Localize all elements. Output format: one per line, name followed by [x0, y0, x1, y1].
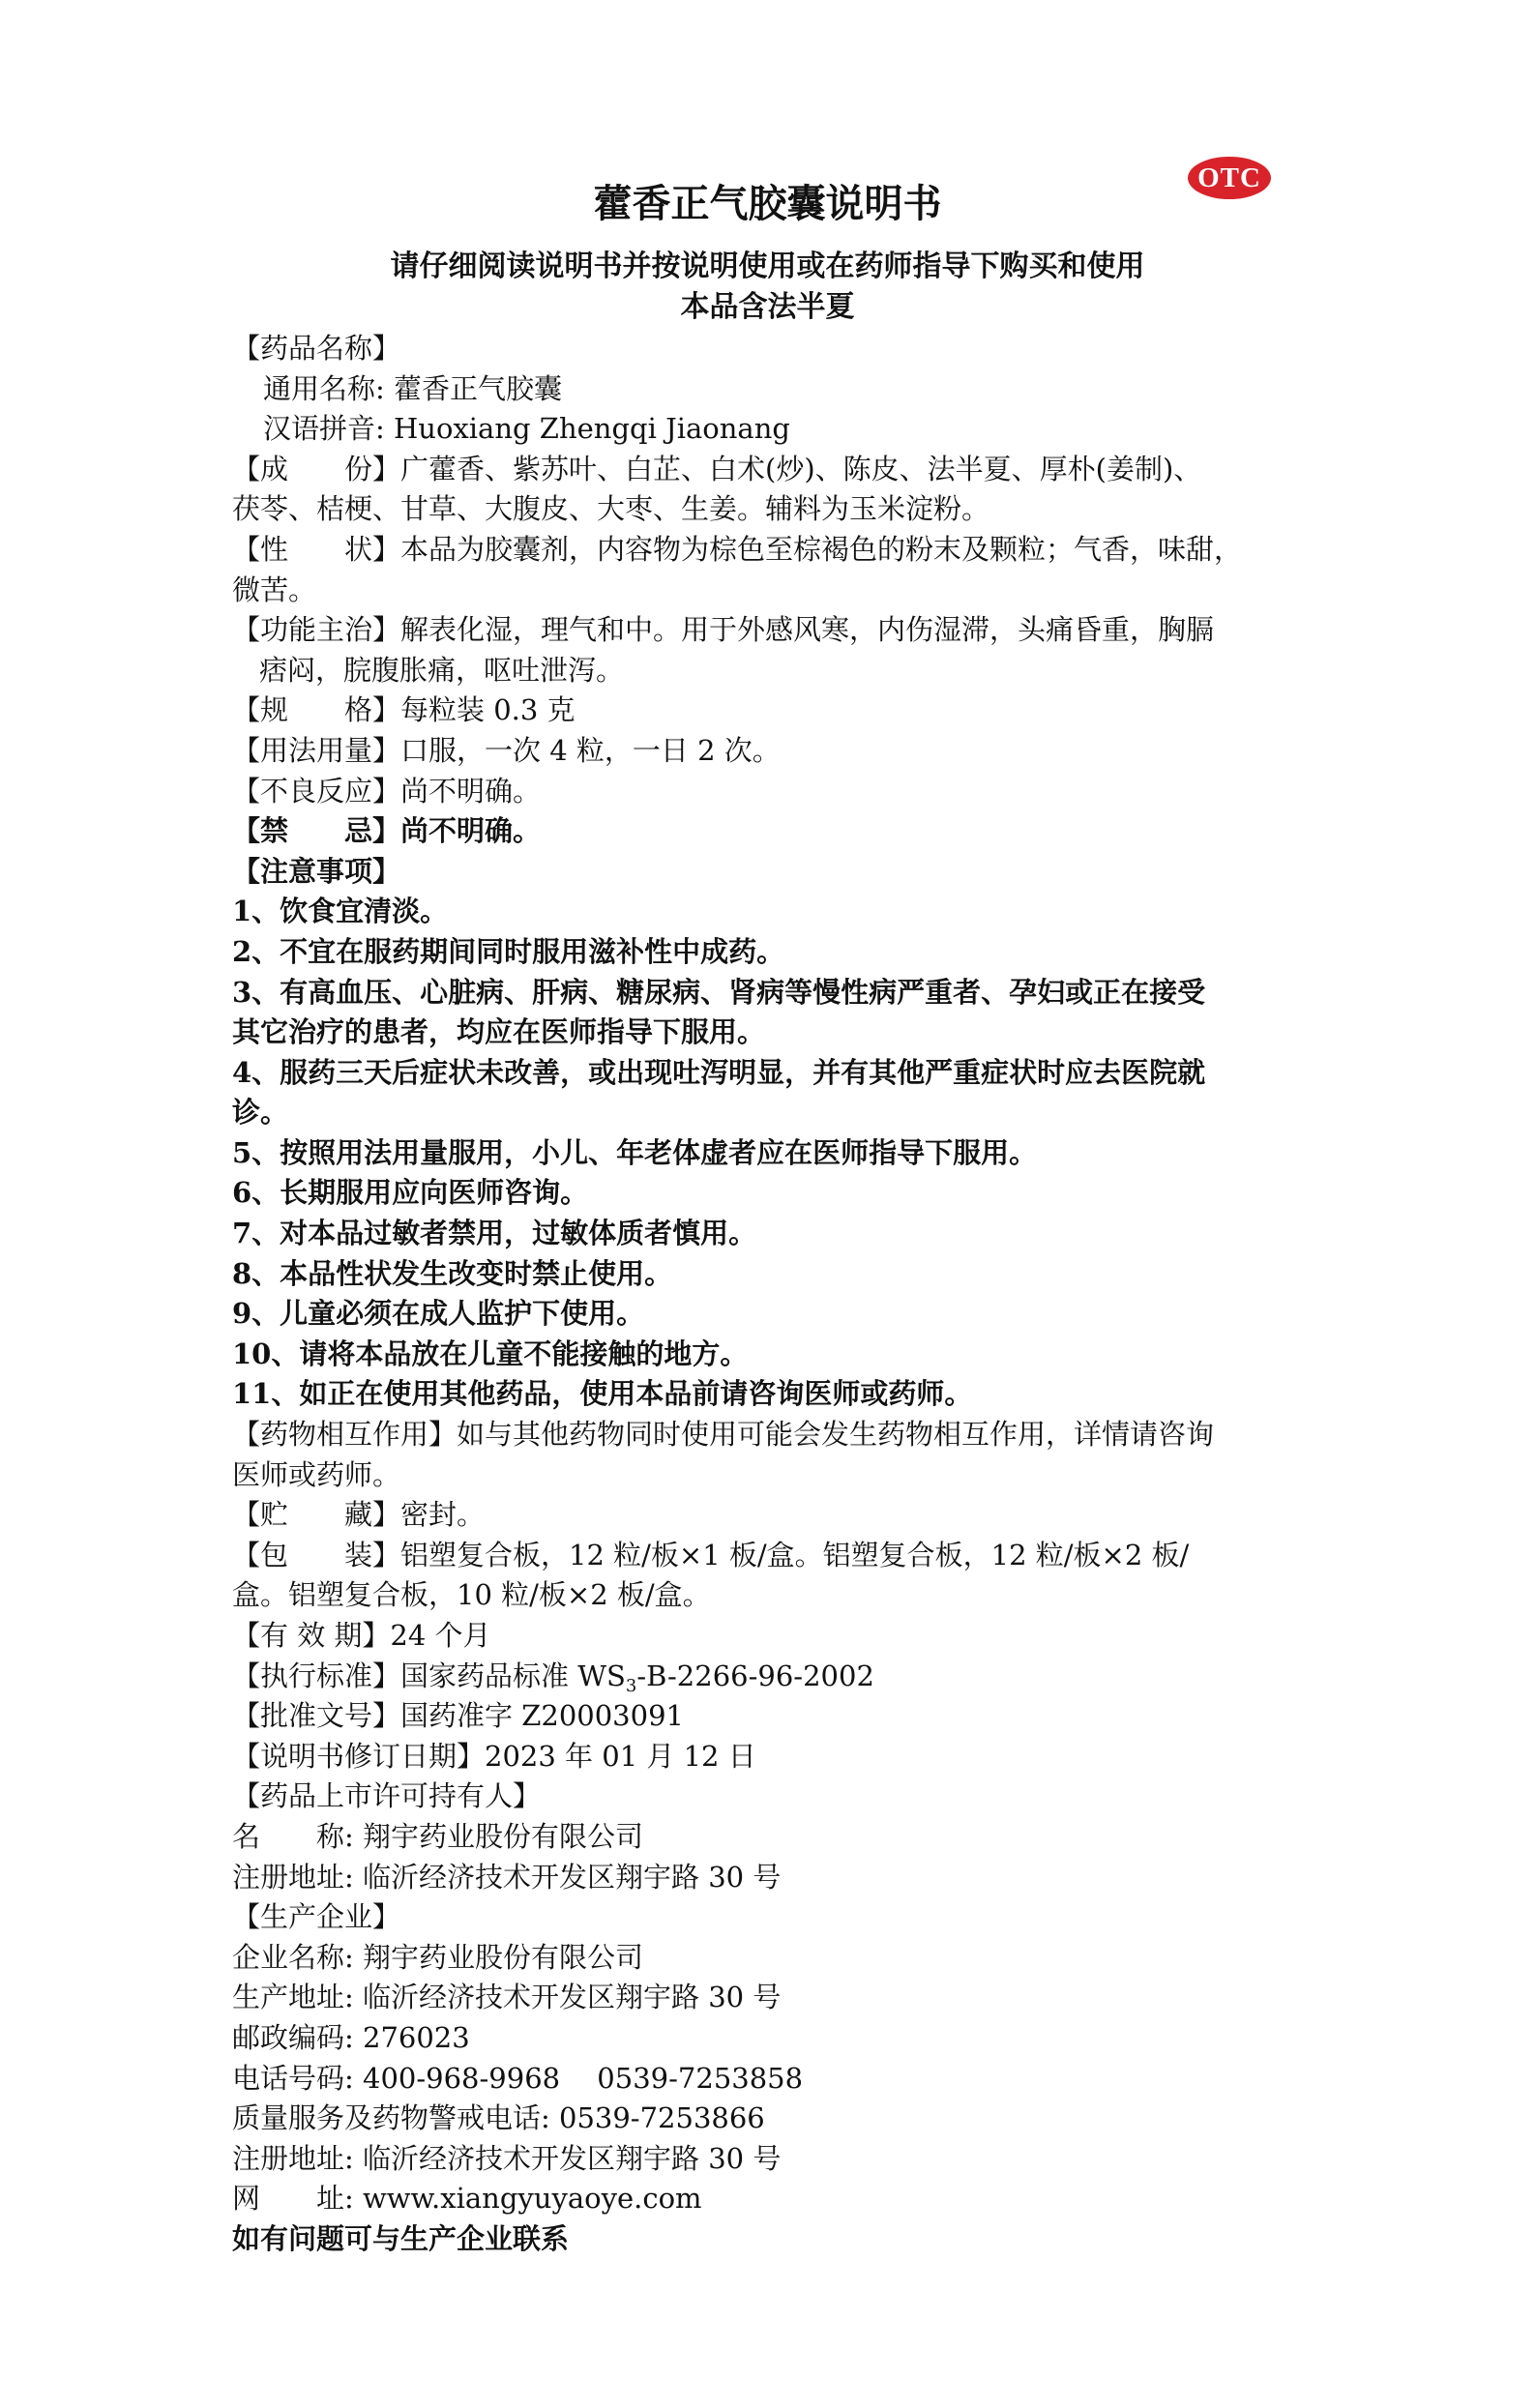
- manufacturer-address: 生产地址: 临沂经济技术开发区翔宇路 30 号: [232, 1981, 782, 2014]
- precautions-heading: 【注意事项】: [232, 854, 401, 888]
- precaution-item: 7、对本品过敏者禁用，过敏体质者慎用。: [232, 1217, 757, 1250]
- packaging-line-2: 盒。铝塑复合板，10 粒/板×2 板/盒。: [232, 1578, 711, 1612]
- validity-period: 【有 效 期】24 个月: [232, 1619, 491, 1652]
- dosage: 【用法用量】口服，一次 4 粒，一日 2 次。: [232, 733, 781, 767]
- precaution-item: 4、服药三天后症状未改善，或出现吐泻明显，并有其他严重症状时应去医院就: [232, 1055, 1206, 1089]
- specification: 【规 格】每粒装 0.3 克: [232, 693, 576, 727]
- reading-notice: 请仔细阅读说明书并按说明使用或在药师指导下购买和使用: [390, 250, 1145, 283]
- adverse-reactions: 【不良反应】尚不明确。: [232, 774, 542, 808]
- precaution-item: 3、有高血压、心脏病、肝病、糖尿病、肾病等慢性病严重者、孕妇或正在接受: [232, 975, 1206, 1009]
- interactions-line-2: 医师或药师。: [232, 1457, 401, 1491]
- storage: 【贮 藏】密封。: [232, 1498, 486, 1532]
- holder-heading: 【药品上市许可持有人】: [232, 1779, 542, 1813]
- contraindications: 【禁 忌】尚不明确。: [232, 814, 542, 848]
- packaging-line-1: 【包 装】铝塑复合板，12 粒/板×1 板/盒。铝塑复合板，12 粒/板×2 板/: [232, 1538, 1190, 1571]
- execution-standard: [232, 1657, 1315, 1697]
- pinyin-name: 汉语拼音: Huoxiang Zhengqi Jiaonang: [263, 412, 790, 446]
- standard-prefix: 【执行标准】国家药品标准 WS: [232, 1659, 626, 1692]
- precaution-item: 2、不宜在服药期间同时服用滋补性中成药。: [232, 934, 785, 968]
- ingredient-notice: 本品含法半夏: [680, 290, 855, 324]
- indications-line-1: 【功能主治】解表化湿，理气和中。用于外感风寒，内伤湿滞，头痛昏重，胸膈: [232, 613, 1215, 647]
- manufacturer-name: 企业名称: 翔宇药业股份有限公司: [232, 1940, 643, 1974]
- indications-line-2: 痞闷，脘腹胀痛，呕吐泄泻。: [259, 653, 625, 687]
- website: 网 址: www.xiangyuyaoye.com: [232, 2182, 702, 2216]
- service-phone: 质量服务及药物警戒电话: 0539-7253866: [232, 2101, 765, 2135]
- precaution-item: 10、请将本品放在儿童不能接触的地方。: [232, 1336, 749, 1370]
- interactions-line-1: 【药物相互作用】如与其他药物同时使用可能会发生药物相互作用，详情请咨询: [232, 1418, 1215, 1452]
- ingredients-line-1: 【成 份】广藿香、紫苏叶、白芷、白术(炒)、陈皮、法半夏、厚朴(姜制)、: [232, 452, 1202, 485]
- registered-address: 注册地址: 临沂经济技术开发区翔宇路 30 号: [232, 2141, 782, 2175]
- precaution-item: 其它治疗的患者，均应在医师指导下服用。: [232, 1015, 766, 1049]
- drug-name-heading: 【药品名称】: [232, 332, 401, 365]
- properties-line-2: 微苦。: [232, 573, 317, 606]
- precaution-item: 1、饮食宜清淡。: [232, 895, 449, 928]
- properties-line-1: 【性 状】本品为胶囊剂，内容物为棕色至棕褐色的粉末及颗粒；气香，味甜，: [232, 532, 1243, 566]
- phone-numbers: 电话号码: 400-968-9968 0539-7253858: [232, 2061, 804, 2095]
- otc-badge: OTC: [1188, 157, 1271, 199]
- holder-name: 名 称: 翔宇药业股份有限公司: [232, 1819, 643, 1853]
- precaution-item: 8、本品性状发生改变时禁止使用。: [232, 1256, 673, 1290]
- precaution-item: 9、儿童必须在成人监护下使用。: [232, 1297, 645, 1331]
- leaflet-body: [232, 329, 1315, 2260]
- standard-subscript: 3: [625, 1675, 637, 1696]
- precaution-item: 11、如正在使用其他药品，使用本品前请咨询医师或药师。: [232, 1377, 973, 1411]
- standard-suffix: -B-2266-96-2002: [636, 1659, 874, 1692]
- generic-name: 通用名称: 藿香正气胶囊: [263, 371, 562, 405]
- document-title: 藿香正气胶囊说明书: [593, 181, 942, 226]
- ingredients-line-2: 茯苓、桔梗、甘草、大腹皮、大枣、生姜。辅料为玉米淀粉。: [232, 492, 990, 526]
- postcode: 邮政编码: 276023: [232, 2020, 470, 2054]
- precaution-item: 5、按照用法用量服用，小儿、年老体虚者应在医师指导下服用。: [232, 1135, 1038, 1169]
- revision-date: 【说明书修订日期】2023 年 01 月 12 日: [232, 1739, 756, 1773]
- manufacturer-heading: 【生产企业】: [232, 1900, 401, 1934]
- precaution-item: 6、长期服用应向医师咨询。: [232, 1176, 589, 1210]
- holder-address: 注册地址: 临沂经济技术开发区翔宇路 30 号: [232, 1860, 782, 1894]
- contact-footer: 如有问题可与生产企业联系: [232, 2221, 570, 2255]
- approval-number: 【批准文号】国药准字 Z20003091: [232, 1699, 684, 1733]
- precaution-item: 诊。: [232, 1096, 289, 1130]
